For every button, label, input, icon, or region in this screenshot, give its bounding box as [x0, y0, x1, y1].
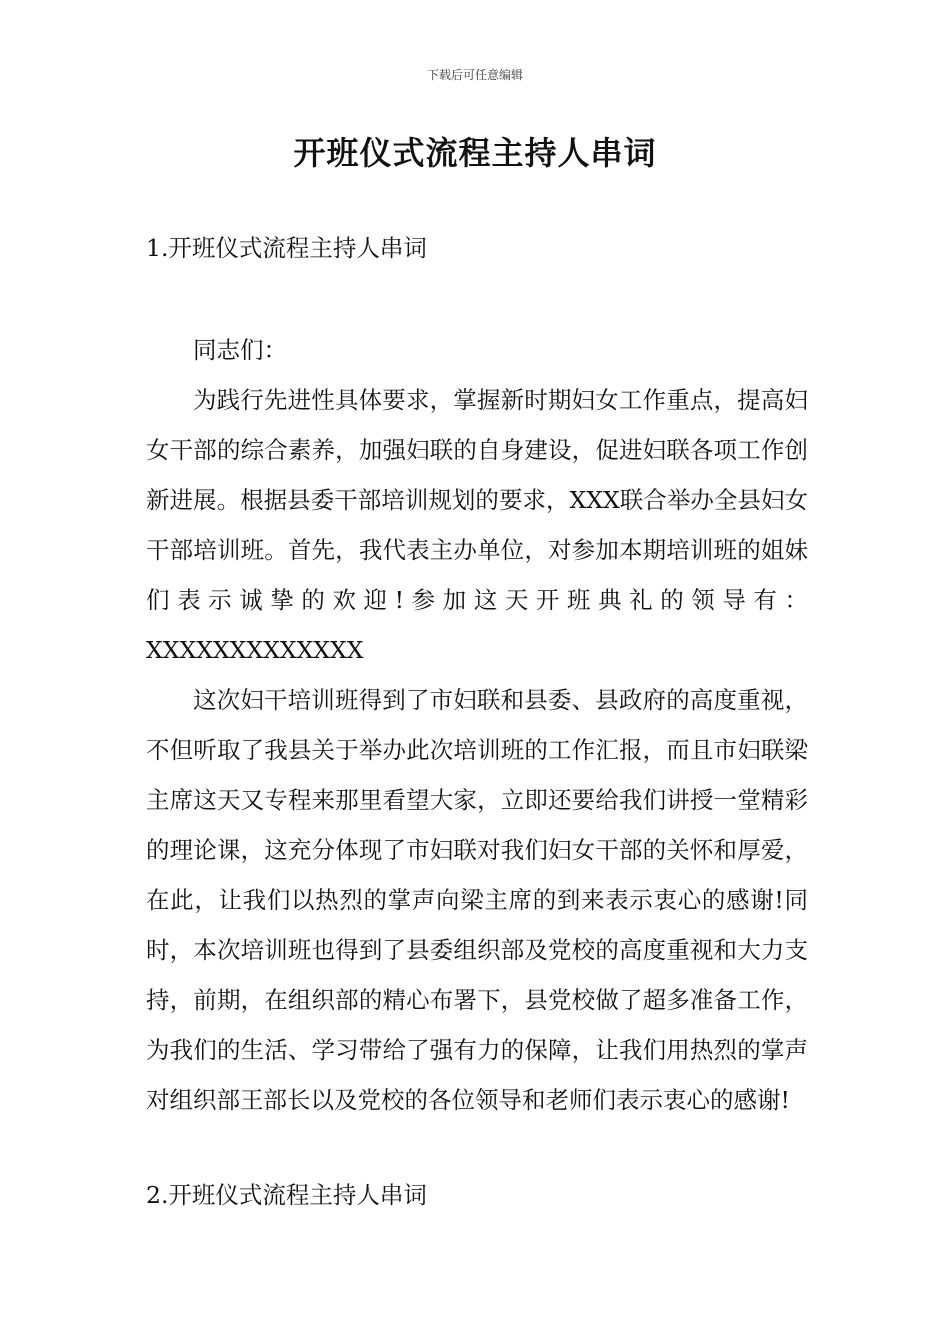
- section-heading-2: 2.开班仪式流程主持人串词: [146, 1181, 427, 1209]
- paragraph: 这次妇干培训班得到了市妇联和县委、县政府的高度重视，不但听取了我县关于举办此次培训班的工作汇报，而且市妇联梁主席这天又专程来那里看望大家，立即还要给我们讲授一堂精彩的理论课，这充分体现了市妇联对我们妇女干部的关怀和厚爱，在此，让我们以热烈的掌声向梁主席的到来表示衷心的感谢!同时，本次培训班也得到了县委组织部及党校的高度重视和大力支持，前期，在组织部的精心布署下，县党校做了超多准备工作，为我们的生活、学习带给了强有力的保障，让我们用热烈的掌声对组织部王部长以及党校的各位领导和老师们表示衷心的感谢!: [146, 686, 808, 1114]
- salutation: 同志们：: [193, 336, 287, 364]
- section-1-body: [146, 325, 808, 1125]
- paragraph: 为践行先进性具体要求，掌握新时期妇女工作重点，提高妇女干部的综合素养，加强妇联的自身建设，促进妇联各项工作创新进展。根据县委干部培训规划的要求，XXX联合举办全县妇女干部培训班。首先，我代表主办单位，对参加本期培训班的姐妹们表示诚挚的欢迎!参加这天开班典礼的领导有：XXXXXXXXXXXXX: [146, 386, 808, 664]
- document-title: 开班仪式流程主持人串词: [293, 134, 657, 172]
- section-heading-1: 1.开班仪式流程主持人串词: [146, 234, 427, 262]
- page-header-note: 下载后可任意编辑: [426, 68, 523, 82]
